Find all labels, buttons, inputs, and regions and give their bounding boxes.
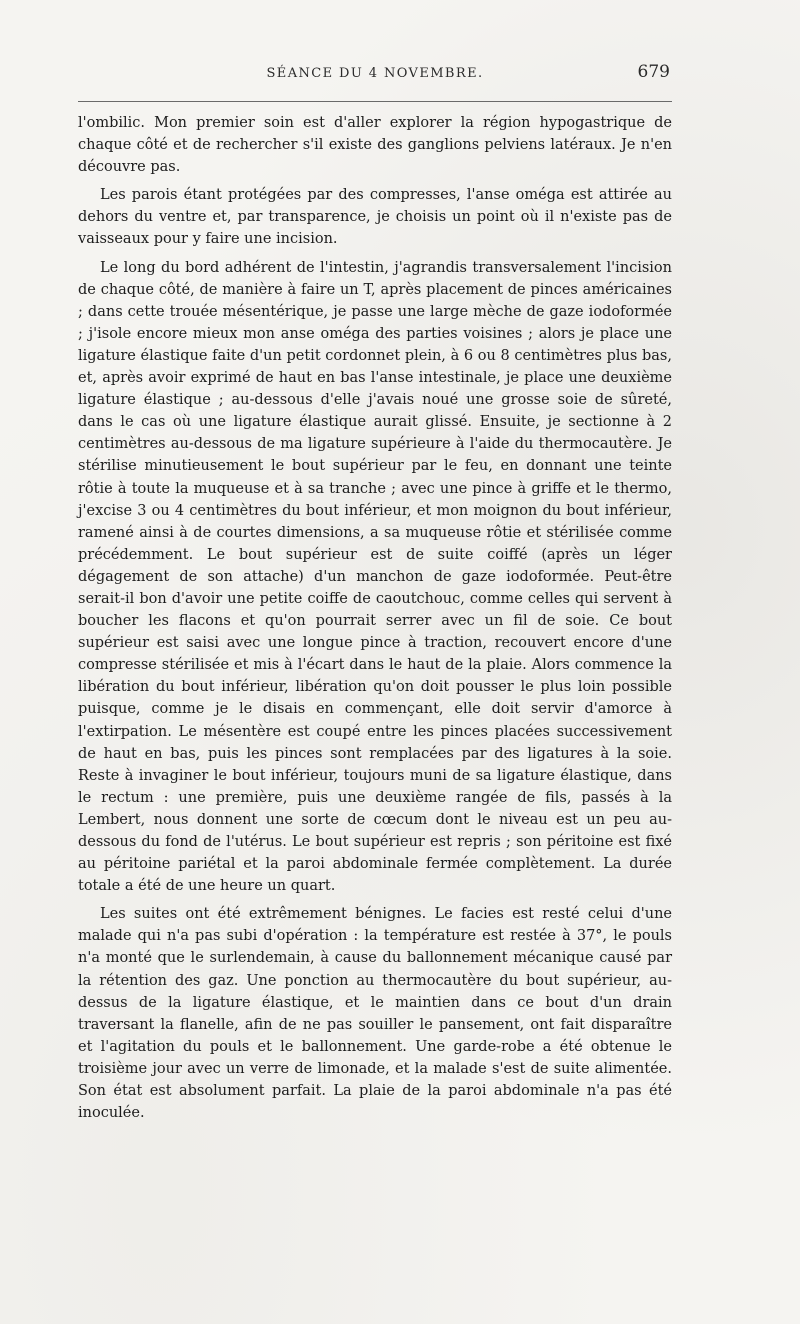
page-number: 679: [637, 62, 670, 82]
paragraph-1: l'ombilic. Mon premier soin est d'aller explorer la région hypogastrique de chaque côté et de rechercher s'il existe des ganglions pelviens latéraux. Je n'en découvre pas.: [78, 115, 672, 176]
header-rule: [78, 101, 672, 102]
header-title: SÉANCE DU 4 NOVEMBRE.: [266, 66, 484, 81]
running-header: [78, 60, 672, 90]
paragraph-4: Les suites ont été extrêmement bénignes. Le facies est resté celui d'une malade qui n'a pas subi d'opération : la température est restée à 37°, le pouls n'a monté que le surlendemain, à cause du ballonnement mécanique causé par la rétention des gaz. Une ponction au thermocautère du bout supérieur, au-dessus de la ligature élastique, et le maintien dans ce bout d'un drain traversant la flanelle, afin de ne pas souiller le pansement, ont fait disparaître et l'agitation du pouls et le ballonnement. Une garde-robe a été obtenue le troisième jour avec un verre de limonade, et la malade s'est de suite alimentée. Son état est absolument parfait. La plaie de la paroi abdominale n'a pas été inoculée.: [78, 906, 672, 1122]
paragraph-2: Les parois étant protégées par des compresses, l'anse oméga est attirée au dehors du ventre et, par transparence, je choisis un point où il n'existe pas de vaisseaux pour y faire une incision.: [78, 187, 672, 248]
body-text: [78, 112, 672, 1130]
paragraph-3: Le long du bord adhérent de l'intestin, j'agrandis transversalement l'incision de chaque côté, de manière à faire un T, après placement de pinces américaines ; dans cette trouée mésentérique, je passe une large mèche de gaze iodoformée ; j'isole encore mieux mon anse oméga des parties voisines ; alors je place une ligature élastique faite d'un petit cordonnet plein, à 6 ou 8 centimètres plus bas, et, après avoir exprimé de haut en bas l'anse intestinale, je place une deuxième ligature élastique ; au-dessous d'elle j'avais noué une grosse soie de sûreté, dans le cas où une ligature élastique aurait glissé. Ensuite, je sectionne à 2 centimètres au-dessous de ma ligature supérieure à l'aide du thermocautère. Je stérilise minutieusement le bout supérieur par le feu, en donnant une teinte rôtie à toute la muqueuse et à sa tranche ; avec une pince à griffe et le thermo, j'excise 3 ou 4 centimètres du bout inférieur, et mon moignon du bout inférieur, ramené ainsi à de courtes dimensions, a sa muqueuse rôtie et stérilisée comme précédemment. Le bout supérieur est de suite coiffé (après un léger dégagement de son attache) d'un manchon de gaze iodoformée. Peut-être serait-il bon d'avoir une petite coiffe de caoutchouc, comme celles qui servent à boucher les flacons et qu'on pourrait serrer avec un fil de soie. Ce bout supérieur est saisi avec une longue pince à traction, recouvert encore d'une compresse stérilisée et mis à l'écart dans le haut de la plaie. Alors commence la libération du bout inférieur, libération qu'on doit pousser le plus loin possible puisque, comme je le disais en commençant, elle doit servir d'amorce à l'extirpation. Le mésentère est coupé entre les pinces placées successivement de haut en bas, puis les pinces sont remplacées par des ligatures à la soie. Reste à invaginer le bout inférieur, toujours muni de sa ligature élastique, dans le rectum : une première, puis une deuxième rangée de fils, passés à la Lembert, nous donnent une sorte de cœcum dont le niveau est un peu au-dessous du fond de l'utérus. Le bout supérieur est repris ; son péritoine est fixé au péritoine pariétal et la paroi abdominale fermée complètement. La durée totale a été de une heure un quart.: [78, 259, 672, 895]
